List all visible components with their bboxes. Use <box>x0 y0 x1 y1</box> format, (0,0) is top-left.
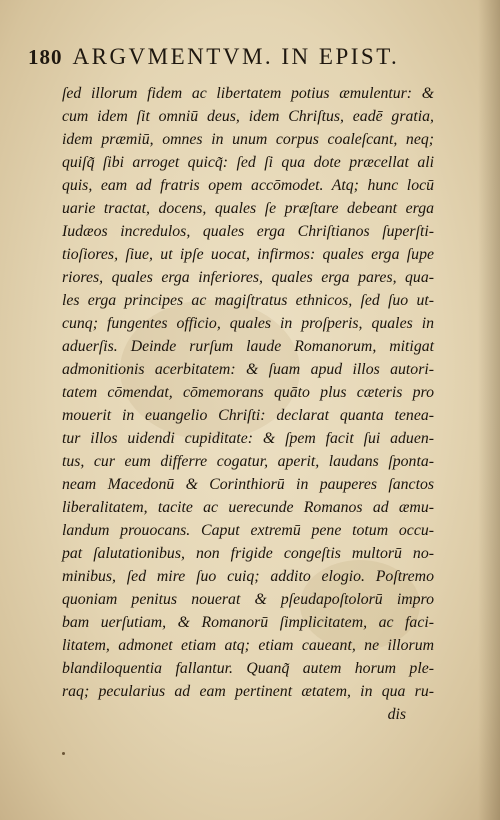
text-line: Iudæos incredulos, quales erga Chriſtianos ſuperſti- <box>62 223 434 240</box>
running-head: ARGVMENTVM. IN EPIST. <box>72 44 400 69</box>
text-line: mouerit in euangelio Chriſti: declarat quanta tenea- <box>62 407 434 424</box>
text-line: tur illos uidendi cupiditate: & ſpem facit ſui aduen- <box>62 430 434 447</box>
text-line: uarie tractat, docens, quales ſe præſtare debeant erga <box>62 200 434 217</box>
text-line: raq; pecularius ad eam pertinent ætatem, in qua ru- <box>62 683 434 700</box>
text-line: cum idem ſit omniū deus, idem Chriſtus, eadē gratia, <box>62 108 434 125</box>
body-text <box>62 82 434 726</box>
text-line: cunq; fungentes officio, quales in proſperis, quales in <box>62 315 434 332</box>
text-line: liberalitatem, tacite ac uerecunde Romanos ad æmu- <box>62 499 434 516</box>
text-line: quis, eam ad fratris opem accōmodet. Atq; hunc locū <box>62 177 434 194</box>
text-line: aduerſis. Deinde rurſum laude Romanorum, mitigat <box>62 338 434 355</box>
text-line: landum prouocans. Caput extremū pene totum occu- <box>62 522 434 539</box>
text-line: litatem, admonet etiam atq; etiam caueant, ne illorum <box>62 637 434 654</box>
text-line: quiſq̃ ſibi arroget quicq̃: ſed ſi qua dote præcellat ali <box>62 154 434 171</box>
text-line: pat ſalutationibus, non frigide congeſtis multorū no- <box>62 545 434 562</box>
text-line: riores, quales erga inferiores, quales erga pares, qua- <box>62 269 434 286</box>
text-line: bam uerſutiam, & Romanorū ſimplicitatem, ac faci- <box>62 614 434 631</box>
page-header <box>28 44 468 76</box>
text-line: les erga principes ac magiſtratus ethnicos, ſed ſuo ut- <box>62 292 434 309</box>
text-line: tioſiores, ſiue, ut ipſe uocat, infirmos: quales erga ſupe <box>62 246 434 263</box>
text-line: admonitionis acerbitatem: & ſuam apud illos autori- <box>62 361 434 378</box>
text-line: idem præmiū, omnes in unum corpus coaleſcant, neq; <box>62 131 434 148</box>
ink-speck <box>62 752 65 755</box>
text-line: minibus, ſed mire ſuo cuiq; addito elogio. Poſtremo <box>62 568 434 585</box>
text-line: blandiloquentia fallantur. Quanq̃ autem horum ple- <box>62 660 434 677</box>
gutter-shadow <box>478 0 500 820</box>
text-line: tatem cōmendat, cōmemorans quāto plus cæteris pro <box>62 384 434 401</box>
folio-number: 180 <box>28 45 63 69</box>
text-line: neam Macedonū & Corinthiorū in pauperes ſanctos <box>62 476 434 493</box>
text-line: ſed illorum fidem ac libertatem potius æmulentur: & <box>62 85 434 102</box>
text-line: tus, cur eum differre cogatur, aperit, laudans ſponta- <box>62 453 434 470</box>
text-line: dis <box>387 706 406 723</box>
text-line: quoniam penitus nouerat & pſeudapoſtolorū impro <box>62 591 434 608</box>
